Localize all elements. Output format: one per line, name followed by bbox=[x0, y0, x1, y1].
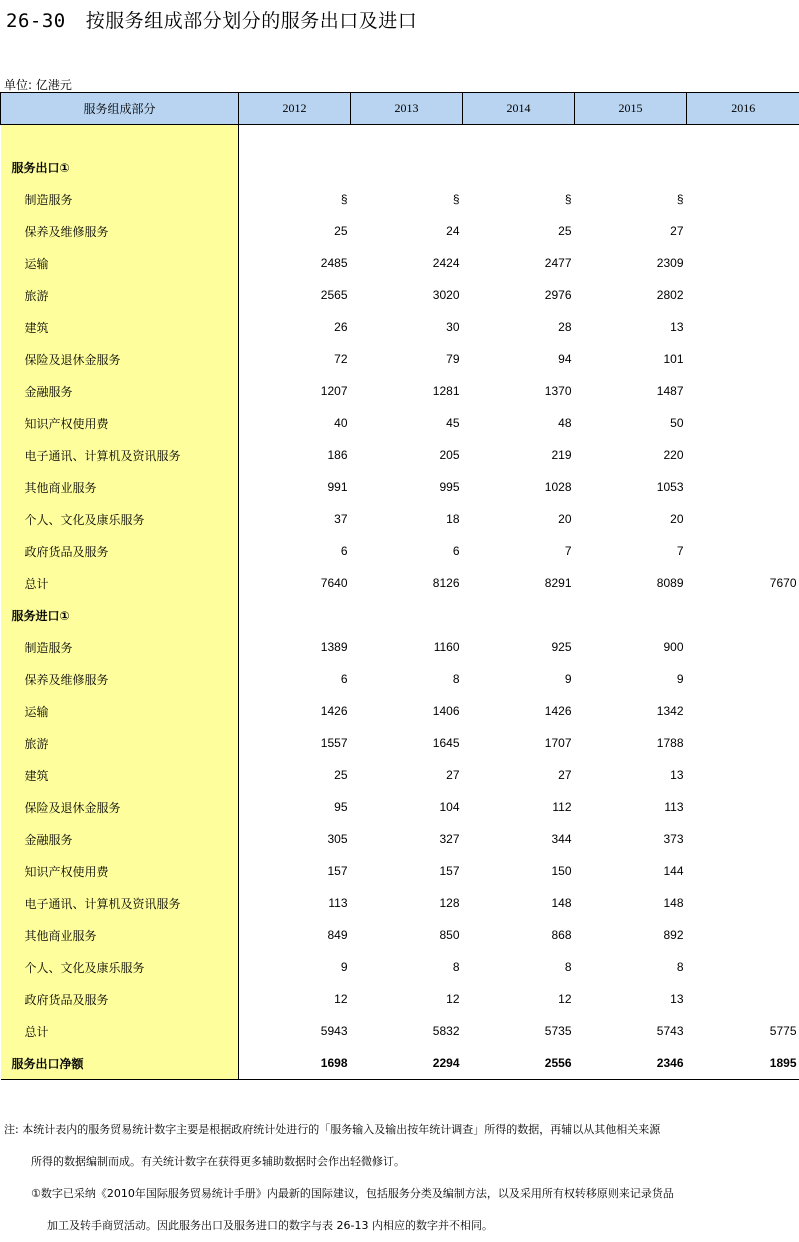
cell-value bbox=[351, 151, 463, 183]
cell-value: 2976 bbox=[463, 279, 575, 311]
cell-value: 113 bbox=[575, 791, 687, 823]
cell-value: 1342 bbox=[575, 695, 687, 727]
cell-value: 148 bbox=[575, 887, 687, 919]
cell-value: 7 bbox=[463, 535, 575, 567]
table-row bbox=[1, 951, 799, 983]
table-row bbox=[1, 247, 799, 279]
header-year: 2013 bbox=[351, 93, 463, 125]
cell-value bbox=[687, 535, 799, 567]
cell-value: 40 bbox=[239, 407, 351, 439]
cell-value: 8 bbox=[351, 663, 463, 695]
cell-value: 1207 bbox=[239, 375, 351, 407]
cell-value: 8 bbox=[575, 951, 687, 983]
cell-value: 305 bbox=[239, 823, 351, 855]
section-row bbox=[1, 151, 799, 183]
unit-label: 单位: 亿港元 bbox=[4, 76, 72, 93]
cell-value: 2346 bbox=[575, 1047, 687, 1080]
cell-value: 128 bbox=[351, 887, 463, 919]
cell-value: 12 bbox=[239, 983, 351, 1015]
cell-value: 79 bbox=[351, 343, 463, 375]
row-label: 总计 bbox=[1, 1015, 239, 1047]
cell-value: 2424 bbox=[351, 247, 463, 279]
cell-value: 12 bbox=[351, 983, 463, 1015]
cell-value: 13 bbox=[575, 759, 687, 791]
cell-value: 991 bbox=[239, 471, 351, 503]
cell-value: 2802 bbox=[575, 279, 687, 311]
table-row bbox=[1, 311, 799, 343]
cell-value: 12 bbox=[463, 983, 575, 1015]
cell-value bbox=[575, 599, 687, 631]
table-row bbox=[1, 439, 799, 471]
cell-value bbox=[687, 215, 799, 247]
cell-value bbox=[687, 887, 799, 919]
cell-value bbox=[687, 343, 799, 375]
table-row bbox=[1, 695, 799, 727]
cell-value bbox=[351, 599, 463, 631]
row-label: 制造服务 bbox=[1, 183, 239, 215]
cell-value: 1426 bbox=[463, 695, 575, 727]
cell-value: 2485 bbox=[239, 247, 351, 279]
cell-value bbox=[687, 311, 799, 343]
cell-value: 30 bbox=[351, 311, 463, 343]
cell-value: 1028 bbox=[463, 471, 575, 503]
row-label: 保险及退休金服务 bbox=[1, 791, 239, 823]
row-label: 运输 bbox=[1, 247, 239, 279]
cell-value: 849 bbox=[239, 919, 351, 951]
cell-value: 27 bbox=[351, 759, 463, 791]
cell-value: 8 bbox=[351, 951, 463, 983]
note-line: 加工及转手商贸活动。因此服务出口及服务进口的数字与表 26-13 内相应的数字并不相同。 bbox=[4, 1210, 794, 1242]
cell-value: 20 bbox=[575, 503, 687, 535]
cell-value: 1281 bbox=[351, 375, 463, 407]
table-row bbox=[1, 471, 799, 503]
cell-value bbox=[687, 375, 799, 407]
cell-value: 7670 bbox=[687, 567, 799, 599]
cell-value bbox=[687, 727, 799, 759]
header-year: 2015 bbox=[575, 93, 687, 125]
data-table-container bbox=[0, 92, 799, 1080]
table-row bbox=[1, 759, 799, 791]
cell-value: 1426 bbox=[239, 695, 351, 727]
cell-value: 220 bbox=[575, 439, 687, 471]
row-label: 个人、文化及康乐服务 bbox=[1, 951, 239, 983]
cell-value bbox=[687, 183, 799, 215]
section-row bbox=[1, 1047, 799, 1080]
cell-value bbox=[687, 951, 799, 983]
cell-value: 9 bbox=[463, 663, 575, 695]
cell-value bbox=[687, 247, 799, 279]
cell-value bbox=[239, 151, 351, 183]
cell-value: § bbox=[239, 183, 351, 215]
cell-value: 1707 bbox=[463, 727, 575, 759]
table-row bbox=[1, 215, 799, 247]
cell-value: 24 bbox=[351, 215, 463, 247]
table-row bbox=[1, 535, 799, 567]
table-row bbox=[1, 631, 799, 663]
cell-value: 373 bbox=[575, 823, 687, 855]
cell-value: 1389 bbox=[239, 631, 351, 663]
row-label: 服务出口① bbox=[1, 151, 239, 183]
cell-value bbox=[687, 151, 799, 183]
cell-value: 327 bbox=[351, 823, 463, 855]
cell-value: 13 bbox=[575, 311, 687, 343]
cell-value: 18 bbox=[351, 503, 463, 535]
cell-value bbox=[687, 279, 799, 311]
row-label: 其他商业服务 bbox=[1, 919, 239, 951]
cell-value bbox=[687, 407, 799, 439]
cell-value: § bbox=[575, 183, 687, 215]
cell-value: 1895 bbox=[687, 1047, 799, 1080]
cell-value: 995 bbox=[351, 471, 463, 503]
cell-value: 1557 bbox=[239, 727, 351, 759]
cell-value: 101 bbox=[575, 343, 687, 375]
cell-value: 6 bbox=[239, 535, 351, 567]
note-line: 注: 本统计表内的服务贸易统计数字主要是根据政府统计处进行的「服务输入及输出按年统计调查」所得的数据，再辅以从其他相关来源 bbox=[4, 1114, 794, 1146]
row-label: 政府货品及服务 bbox=[1, 983, 239, 1015]
cell-value: 344 bbox=[463, 823, 575, 855]
cell-value: 157 bbox=[239, 855, 351, 887]
cell-value: 8 bbox=[463, 951, 575, 983]
cell-value bbox=[687, 983, 799, 1015]
row-label: 旅游 bbox=[1, 727, 239, 759]
cell-value: 2309 bbox=[575, 247, 687, 279]
cell-value: 5743 bbox=[575, 1015, 687, 1047]
cell-value: 850 bbox=[351, 919, 463, 951]
note-line: ①数字已采纳《2010年国际服务贸易统计手册》内最新的国际建议，包括服务分类及编制方法，以及采用所有权转移原则来记录货品 bbox=[4, 1178, 794, 1210]
row-label: 电子通讯、计算机及资讯服务 bbox=[1, 439, 239, 471]
table-row bbox=[1, 919, 799, 951]
cell-value: 7 bbox=[575, 535, 687, 567]
cell-value: 205 bbox=[351, 439, 463, 471]
cell-value: 5832 bbox=[351, 1015, 463, 1047]
cell-value: 6 bbox=[239, 663, 351, 695]
cell-value: 8089 bbox=[575, 567, 687, 599]
cell-value: 104 bbox=[351, 791, 463, 823]
cell-value bbox=[687, 695, 799, 727]
cell-value: 1406 bbox=[351, 695, 463, 727]
header-year: 2012 bbox=[239, 93, 351, 125]
cell-value bbox=[463, 151, 575, 183]
cell-value: 8291 bbox=[463, 567, 575, 599]
cell-value bbox=[687, 823, 799, 855]
cell-value bbox=[687, 855, 799, 887]
cell-value: 3020 bbox=[351, 279, 463, 311]
cell-value: 50 bbox=[575, 407, 687, 439]
cell-value bbox=[239, 599, 351, 631]
cell-value: 26 bbox=[239, 311, 351, 343]
table-header-row bbox=[1, 93, 799, 125]
cell-value: 45 bbox=[351, 407, 463, 439]
row-label: 个人、文化及康乐服务 bbox=[1, 503, 239, 535]
spacer-row bbox=[1, 125, 799, 152]
table-row bbox=[1, 407, 799, 439]
cell-value: 27 bbox=[575, 215, 687, 247]
cell-value: 1788 bbox=[575, 727, 687, 759]
cell-value: § bbox=[351, 183, 463, 215]
table-row bbox=[1, 983, 799, 1015]
cell-value: 72 bbox=[239, 343, 351, 375]
cell-value bbox=[687, 439, 799, 471]
cell-value bbox=[687, 759, 799, 791]
table-row bbox=[1, 343, 799, 375]
cell-value bbox=[687, 599, 799, 631]
note-line: 所得的数据编制而成。有关统计数字在获得更多辅助数据时会作出轻微修订。 bbox=[4, 1146, 794, 1178]
cell-value: 186 bbox=[239, 439, 351, 471]
cell-value: 1698 bbox=[239, 1047, 351, 1080]
cell-value: 28 bbox=[463, 311, 575, 343]
cell-value: 37 bbox=[239, 503, 351, 535]
cell-value bbox=[687, 503, 799, 535]
cell-value: 2477 bbox=[463, 247, 575, 279]
cell-value: 113 bbox=[239, 887, 351, 919]
table-row bbox=[1, 727, 799, 759]
page-title bbox=[6, 6, 417, 33]
cell-value: 144 bbox=[575, 855, 687, 887]
row-label: 总计 bbox=[1, 567, 239, 599]
cell-value: 9 bbox=[575, 663, 687, 695]
cell-value: 148 bbox=[463, 887, 575, 919]
cell-value bbox=[687, 791, 799, 823]
cell-value: 1645 bbox=[351, 727, 463, 759]
cell-value bbox=[687, 631, 799, 663]
cell-value: 5943 bbox=[239, 1015, 351, 1047]
cell-value: 150 bbox=[463, 855, 575, 887]
cell-value: 925 bbox=[463, 631, 575, 663]
table-row bbox=[1, 855, 799, 887]
cell-value: 1370 bbox=[463, 375, 575, 407]
row-label: 保养及维修服务 bbox=[1, 215, 239, 247]
row-label: 保养及维修服务 bbox=[1, 663, 239, 695]
cell-value: 2294 bbox=[351, 1047, 463, 1080]
header-component: 服务组成部分 bbox=[1, 93, 239, 125]
cell-value: 157 bbox=[351, 855, 463, 887]
services-table bbox=[0, 92, 799, 1080]
row-label: 金融服务 bbox=[1, 823, 239, 855]
cell-value: 900 bbox=[575, 631, 687, 663]
row-label: 建筑 bbox=[1, 311, 239, 343]
table-row bbox=[1, 375, 799, 407]
row-label: 运输 bbox=[1, 695, 239, 727]
cell-value: § bbox=[463, 183, 575, 215]
row-label: 服务进口① bbox=[1, 599, 239, 631]
cell-value: 94 bbox=[463, 343, 575, 375]
cell-value: 892 bbox=[575, 919, 687, 951]
row-label: 政府货品及服务 bbox=[1, 535, 239, 567]
cell-value: 2565 bbox=[239, 279, 351, 311]
table-row bbox=[1, 791, 799, 823]
table-row bbox=[1, 663, 799, 695]
header-year: 2014 bbox=[463, 93, 575, 125]
table-row bbox=[1, 279, 799, 311]
row-label: 旅游 bbox=[1, 279, 239, 311]
table-row bbox=[1, 1015, 799, 1047]
cell-value: 20 bbox=[463, 503, 575, 535]
cell-value: 1160 bbox=[351, 631, 463, 663]
cell-value: 5735 bbox=[463, 1015, 575, 1047]
cell-value: 9 bbox=[239, 951, 351, 983]
table-row bbox=[1, 887, 799, 919]
cell-value bbox=[687, 663, 799, 695]
cell-value: 8126 bbox=[351, 567, 463, 599]
cell-value: 25 bbox=[239, 215, 351, 247]
cell-value: 219 bbox=[463, 439, 575, 471]
row-label: 知识产权使用费 bbox=[1, 407, 239, 439]
cell-value: 48 bbox=[463, 407, 575, 439]
cell-value: 1053 bbox=[575, 471, 687, 503]
cell-value: 1487 bbox=[575, 375, 687, 407]
cell-value: 868 bbox=[463, 919, 575, 951]
cell-value: 13 bbox=[575, 983, 687, 1015]
cell-value: 27 bbox=[463, 759, 575, 791]
footnotes bbox=[4, 1114, 794, 1242]
cell-value: 6 bbox=[351, 535, 463, 567]
row-label: 制造服务 bbox=[1, 631, 239, 663]
row-label: 建筑 bbox=[1, 759, 239, 791]
row-label: 服务出口净额 bbox=[1, 1047, 239, 1080]
table-row bbox=[1, 823, 799, 855]
cell-value: 7640 bbox=[239, 567, 351, 599]
section-row bbox=[1, 599, 799, 631]
table-row bbox=[1, 567, 799, 599]
row-label: 金融服务 bbox=[1, 375, 239, 407]
cell-value: 25 bbox=[463, 215, 575, 247]
cell-value bbox=[575, 151, 687, 183]
row-label: 知识产权使用费 bbox=[1, 855, 239, 887]
table-title: 按服务组成部分划分的服务出口及进口 bbox=[86, 10, 418, 32]
cell-value: 112 bbox=[463, 791, 575, 823]
cell-value bbox=[687, 471, 799, 503]
table-row bbox=[1, 183, 799, 215]
cell-value: 25 bbox=[239, 759, 351, 791]
cell-value: 95 bbox=[239, 791, 351, 823]
cell-value bbox=[463, 599, 575, 631]
row-label: 保险及退休金服务 bbox=[1, 343, 239, 375]
table-row bbox=[1, 503, 799, 535]
cell-value: 5775 bbox=[687, 1015, 799, 1047]
row-label: 其他商业服务 bbox=[1, 471, 239, 503]
table-number: 26-30 bbox=[6, 10, 66, 32]
header-year: 2016 bbox=[687, 93, 799, 125]
cell-value: 2556 bbox=[463, 1047, 575, 1080]
cell-value bbox=[687, 919, 799, 951]
row-label: 电子通讯、计算机及资讯服务 bbox=[1, 887, 239, 919]
